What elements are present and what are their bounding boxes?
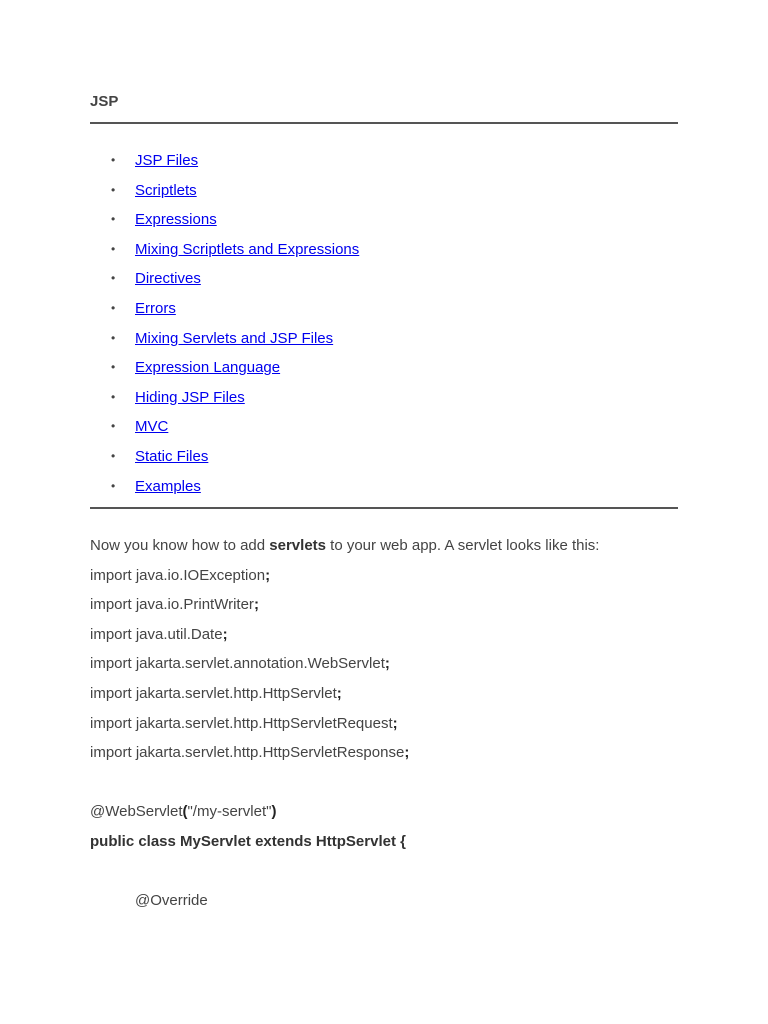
intro-paragraph: [90, 531, 678, 561]
annotation-open-paren: (: [182, 803, 188, 821]
import-statement: import jakarta.servlet.http.HttpServletRequest: [90, 714, 393, 732]
link-errors[interactable]: Errors: [135, 299, 176, 317]
code-line-import: [90, 709, 678, 739]
list-item: [90, 472, 359, 502]
link-mvc[interactable]: MVC: [135, 418, 169, 436]
link-directives[interactable]: Directives: [135, 270, 201, 288]
code-line-class-declaration: public class MyServlet extends HttpServlet {: [90, 832, 406, 850]
list-item: [90, 353, 359, 383]
link-expression-language[interactable]: Expression Language: [135, 359, 281, 377]
code-line-import: [90, 590, 678, 620]
bullet-icon: •: [111, 448, 116, 463]
annotation-name: @WebServlet: [90, 803, 183, 821]
link-mixing-scriptlets-expressions[interactable]: Mixing Scriptlets and Expressions: [135, 240, 360, 258]
link-static-files[interactable]: Static Files: [135, 447, 209, 465]
link-examples[interactable]: Examples: [135, 477, 201, 495]
bullet-icon: •: [111, 212, 116, 227]
bullet-icon: •: [111, 478, 116, 493]
import-statement: import jakarta.servlet.http.HttpServlet: [90, 684, 337, 702]
code-line-annotation: [90, 797, 678, 827]
link-scriptlets[interactable]: Scriptlets: [135, 181, 197, 199]
article-body: [90, 531, 678, 916]
list-item: [90, 442, 359, 472]
import-statement: import java.util.Date: [90, 625, 223, 643]
jsp-topics-list: [90, 146, 359, 501]
code-line-override: @Override: [135, 892, 208, 910]
link-mixing-servlets-jsp[interactable]: Mixing Servlets and JSP Files: [135, 329, 334, 347]
semicolon: ;: [384, 655, 390, 673]
bullet-icon: •: [111, 182, 116, 197]
blank-line: [90, 857, 678, 887]
import-statement: import jakarta.servlet.http.HttpServletResponse: [90, 744, 405, 762]
code-line-import: [90, 620, 678, 650]
bullet-icon: •: [111, 300, 116, 315]
import-statement: import java.io.PrintWriter: [90, 596, 254, 614]
import-statement: import jakarta.servlet.annotation.WebServlet: [90, 655, 385, 673]
link-jsp-files[interactable]: JSP Files: [135, 152, 199, 169]
bullet-icon: •: [111, 330, 116, 345]
list-item: [90, 383, 359, 413]
link-expressions[interactable]: Expressions: [135, 211, 217, 229]
bullet-icon: •: [111, 271, 116, 286]
semicolon: ;: [404, 744, 410, 762]
bullet-icon: •: [111, 389, 116, 404]
list-item: [90, 235, 359, 265]
code-line-import: [90, 649, 678, 679]
bullet-icon: •: [111, 360, 116, 375]
code-line-import: [90, 679, 678, 709]
intro-text-end: to your web app. A servlet looks like this:: [326, 537, 600, 554]
list-item: [90, 205, 359, 235]
list-item: [90, 176, 359, 206]
link-hiding-jsp-files[interactable]: Hiding JSP Files: [135, 388, 245, 406]
top-divider: [90, 122, 678, 124]
bottom-divider: [90, 507, 678, 509]
list-item: [90, 324, 359, 354]
section-heading: JSP: [90, 93, 119, 110]
bullet-icon: •: [111, 419, 116, 434]
bullet-icon: •: [111, 241, 116, 256]
intro-bold-term: servlets: [269, 537, 326, 554]
semicolon: ;: [265, 566, 271, 584]
list-item: [90, 264, 359, 294]
code-line-import: [90, 738, 678, 768]
annotation-close-paren: ): [271, 803, 277, 821]
list-item: [90, 294, 359, 324]
list-item: [90, 412, 359, 442]
code-line-import: [90, 561, 678, 591]
semicolon: ;: [222, 625, 228, 643]
semicolon: ;: [392, 714, 398, 732]
annotation-value: "/my-servlet": [187, 803, 272, 821]
list-item: [90, 146, 359, 176]
semicolon: ;: [253, 596, 259, 614]
bullet-icon: •: [111, 153, 116, 167]
semicolon: ;: [336, 684, 342, 702]
intro-text-start: Now you know how to add: [90, 537, 270, 554]
blank-line: [90, 768, 678, 798]
import-statement: import java.io.IOException: [90, 566, 266, 584]
